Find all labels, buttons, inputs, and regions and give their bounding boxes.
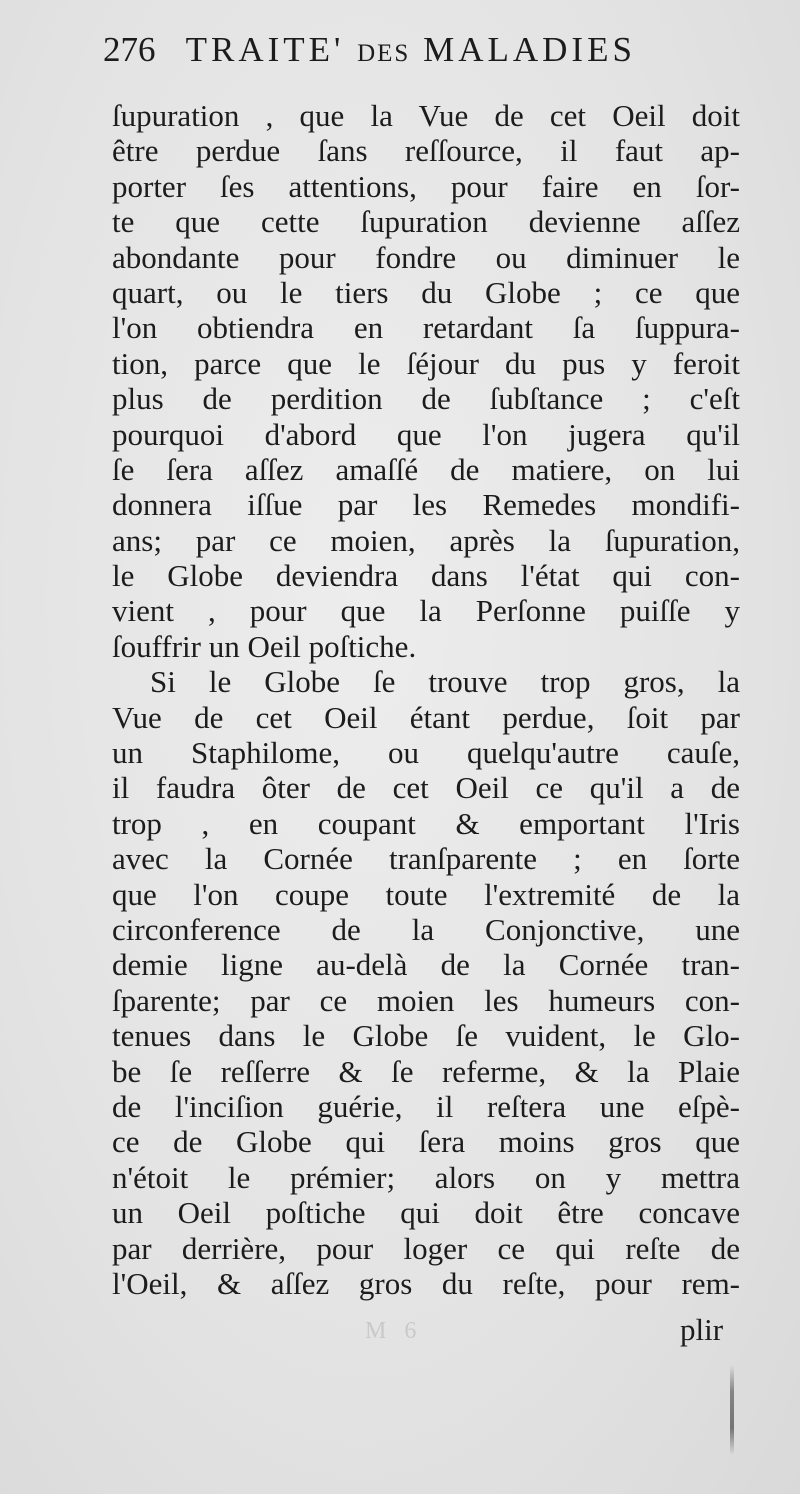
text-line: ans; par ce moien, après la ſupuration, bbox=[112, 522, 740, 558]
running-title-word-3: MALADIES bbox=[423, 30, 636, 69]
text-line: ce de Globe qui ſera moins gros que bbox=[112, 1124, 740, 1160]
page-edge-mark bbox=[730, 1365, 734, 1455]
text-line: porter ſes attentions, pour faire en ſor- bbox=[112, 168, 740, 204]
text-line: trop , en coupant & emportant l'Iris bbox=[112, 805, 740, 841]
text-line: il faudra ôter de cet Oeil ce qu'il a de bbox=[112, 770, 740, 806]
text-line: ſe ſera aſſez amaſſé de matiere, on lui bbox=[112, 451, 740, 487]
text-line: be ſe reſſerre & ſe referme, & la Plaie bbox=[112, 1053, 740, 1089]
text-line: ſupuration , que la Vue de cet Oeil doit bbox=[112, 98, 740, 133]
show-through-signature: M 6 bbox=[365, 1318, 423, 1344]
text-line: l'on obtiendra en retardant ſa ſuppura- bbox=[112, 310, 740, 346]
text-line: pourquoi d'abord que l'on jugera qu'il bbox=[112, 416, 740, 452]
text-line: que l'on coupe toute l'extremité de la bbox=[112, 876, 740, 912]
text-line: le Globe deviendra dans l'état qui con- bbox=[112, 558, 740, 594]
text-line: te que cette ſupuration devienne aſſez bbox=[112, 204, 740, 240]
text-line: tenues dans le Globe ſe vuident, le Glo- bbox=[112, 1018, 740, 1054]
text-line: vient , pour que la Perſonne puiſſe y bbox=[112, 593, 740, 629]
text-line: l'Oeil, & aſſez gros du reſte, pour rem- bbox=[112, 1265, 740, 1301]
catchword: plir bbox=[680, 1312, 724, 1347]
body-text bbox=[112, 98, 740, 1301]
text-line: avec la Cornée tranſparente ; en ſorte bbox=[112, 841, 740, 877]
running-title-word-1: TRAITE' bbox=[185, 30, 345, 69]
text-line: ſparente; par ce moien les humeurs con- bbox=[112, 982, 740, 1018]
running-head bbox=[103, 30, 743, 80]
text-line: un Staphilome, ou quelqu'autre cauſe, bbox=[112, 735, 740, 771]
text-line: plus de perdition de ſubſtance ; c'eſt bbox=[112, 381, 740, 417]
text-line: donnera iſſue par les Remedes mondifi- bbox=[112, 487, 740, 523]
page-number: 276 bbox=[103, 30, 156, 69]
text-line: demie ligne au-delà de la Cornée tran- bbox=[112, 947, 740, 983]
text-line: par derrière, pour loger ce qui reſte de bbox=[112, 1230, 740, 1266]
text-line: circonference de la Conjonctive, une bbox=[112, 911, 740, 947]
text-line: de l'inciſion guérie, il reſtera une eſpè- bbox=[112, 1088, 740, 1124]
text-line: abondante pour fondre ou diminuer le bbox=[112, 239, 740, 275]
running-title-word-2: DES bbox=[357, 40, 411, 67]
text-line: Vue de cet Oeil étant perdue, ſoit par bbox=[112, 699, 740, 735]
text-line: tion, parce que le ſéjour du pus y feroit bbox=[112, 345, 740, 381]
text-line: être perdue ſans reſſource, il faut ap- bbox=[112, 133, 740, 169]
text-line: ſouffrir un Oeil poſtiche. bbox=[112, 628, 417, 664]
text-line: Si le Globe ſe trouve trop gros, la bbox=[150, 664, 740, 700]
text-line: quart, ou le tiers du Globe ; ce que bbox=[112, 274, 740, 310]
text-line: un Oeil poſtiche qui doit être concave bbox=[112, 1195, 740, 1231]
text-line: n'étoit le prémier; alors on y mettra bbox=[112, 1159, 740, 1195]
